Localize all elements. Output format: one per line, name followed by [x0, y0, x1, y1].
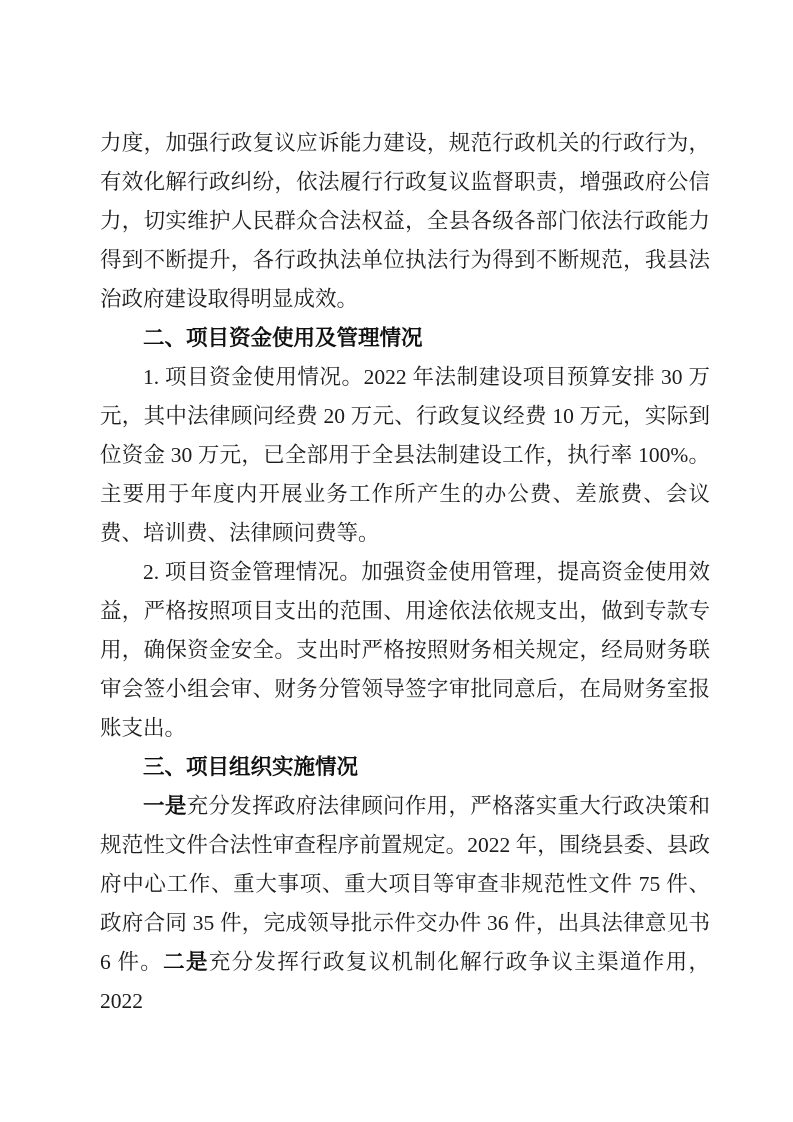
paragraph-fund-usage: 1. 项目资金使用情况。2022 年法制建设项目预算安排 30 万元，其中法律顾问经费 20 万元、行政复议经费 10 万元，实际到位资金 30 万元，已全部用于全县法制建设工作，执行率 100%。主要用于年度内开展业务工作所产生的办公费、差旅费、会议费、培训费、法律顾问费等。 — [100, 365, 710, 545]
text-first-measure: 充分发挥政府法律顾问作用，严格落实重大行政决策和规范性文件合法性审查程序前置规定。2022 年，围绕县委、县政府中心工作、重大事项、重大项目等审查非规范性文件 75 件、政府合同 35 件，完成领导批示件交办件 36 件，出具法律意见书 6 件。 — [100, 794, 710, 974]
bold-marker-first-measure: 一是 — [143, 794, 187, 818]
text-second-measure: 充分发挥行政复议机制化解行政争议主渠道作用，2022 — [100, 950, 710, 1013]
paragraph-implementation — [100, 787, 710, 1021]
paragraph-law-gov-achievements: 力度，加强行政复议应诉能力建设，规范行政机关的行政行为，有效化解行政纠纷，依法履行行政复议监督职责，增强政府公信力，切实维护人民群众合法权益，全县各级各部门依法行政能力得到不断提升，各行政执法单位执法行为得到不断规范，我县法治政府建设取得明显成效。 — [100, 131, 710, 311]
section-heading-fund-usage-management: 二、项目资金使用及管理情况 — [143, 326, 423, 350]
section-heading-project-implementation: 三、项目组织实施情况 — [143, 755, 359, 779]
bold-marker-second-measure: 二是 — [163, 950, 209, 974]
paragraph-fund-management: 2. 项目资金管理情况。加强资金使用管理，提高资金使用效益，严格按照项目支出的范围、用途依法依规支出，做到专款专用，确保资金安全。支出时严格按照财务相关规定，经局财务联审会签小组会审、财务分管领导签字审批同意后，在局财务室报账支出。 — [100, 560, 710, 740]
document-content — [100, 124, 710, 1021]
